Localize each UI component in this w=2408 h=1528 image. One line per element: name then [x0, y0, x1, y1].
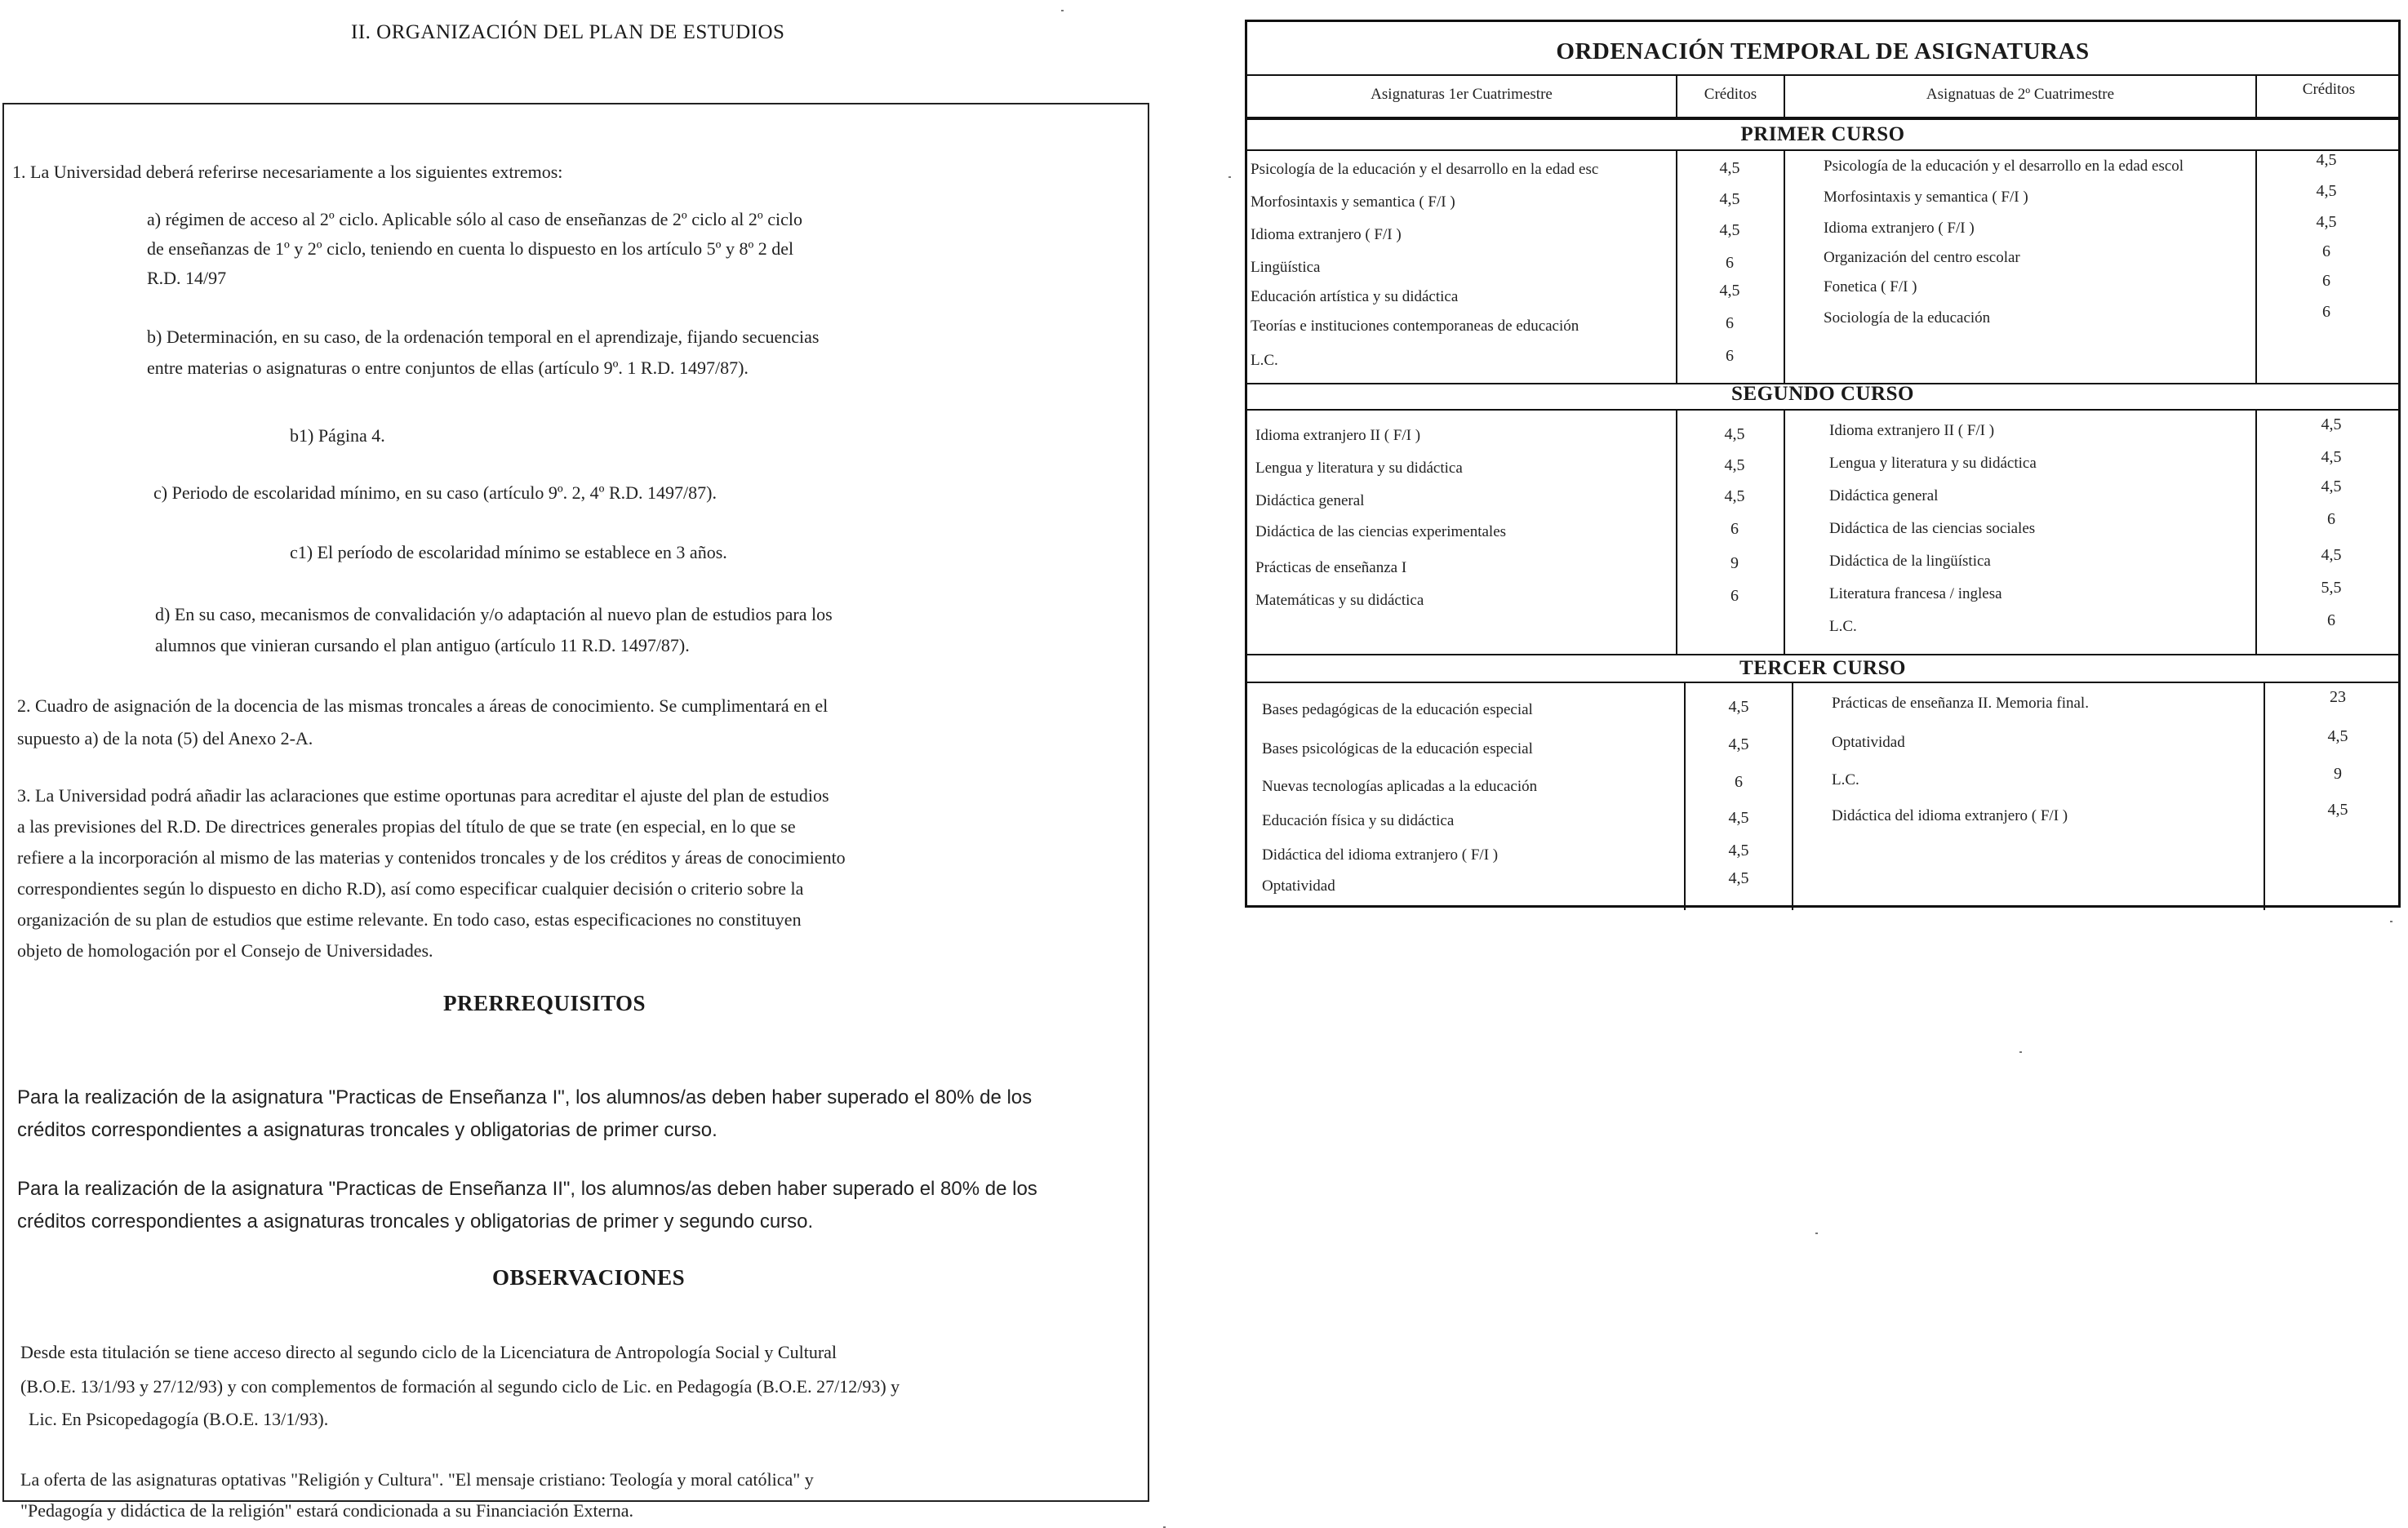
section-primer-curso: PRIMER CURSO: [1740, 123, 1905, 145]
paragraph-3-line6: objeto de homologación por el Consejo de Universidades.: [17, 940, 433, 961]
paragraph-3-line2: a las previsiones del R.D. De directrices generales propias del título de que se trate (en especial, en lo que se: [17, 816, 796, 837]
segundo-left-subject-5: Prácticas de enseñanza I: [1255, 559, 1407, 576]
item-c: c) Periodo de escolaridad mínimo, en su caso (artículo 9º. 2, 4º R.D. 1497/87).: [153, 482, 717, 503]
paragraph-2-line1: 2. Cuadro de asignación de la docencia de las mismas troncales a áreas de conocimiento. Se cumplimentará en el: [17, 695, 829, 716]
segundo-right-subject-7: L.C.: [1829, 618, 1857, 635]
tercer-left-credits-2: 4,5: [1728, 735, 1749, 753]
segundo-left-subject-3: Didáctica general: [1255, 492, 1365, 509]
item-c1: c1) El período de escolaridad mínimo se establece en 3 años.: [290, 542, 727, 562]
primer-left-credits-2: 4,5: [1719, 190, 1740, 208]
segundo-left-credits-4: 6: [1730, 520, 1739, 538]
item-b-line1: b) Determinación, en su caso, de la ordenación temporal en el aprendizaje, fijando secuencias: [147, 326, 820, 347]
course-schedule-table: [1245, 20, 2401, 908]
observation-1-line3: Lic. En Psicopedagogía (B.O.E. 13/1/93).: [29, 1409, 329, 1429]
primer-right-subject-6: Sociología de la educación: [1824, 309, 1991, 326]
segundo-right-credits-1: 4,5: [2321, 415, 2342, 433]
observation-2-line1: La oferta de las asignaturas optativas "Religión y Cultura". "El mensaje cristiano: Teología y moral católica" y: [20, 1469, 814, 1490]
segundo-left-subject-2: Lengua y literatura y su didáctica: [1255, 460, 1463, 477]
segundo-left-subject-6: Matemáticas y su didáctica: [1255, 592, 1424, 609]
tercer-right-subject-3: L.C.: [1832, 771, 1859, 788]
segundo-right-subject-4: Didáctica de las ciencias sociales: [1829, 520, 2036, 537]
primer-left-credits-3: 4,5: [1719, 221, 1740, 239]
paragraph-2-line2: supuesto a) de la nota (5) del Anexo 2-A.: [17, 728, 313, 748]
primer-right-subject-5: Fonetica ( F/I ): [1824, 278, 1917, 295]
primer-left-subject-6: Teorías e instituciones contemporaneas de educación: [1251, 318, 1579, 335]
prerequisite-1-line1: Para la realización de la asignatura "Practicas de Enseñanza I", los alumnos/as deben haber superado el 80% de los: [17, 1086, 1033, 1108]
header-first-semester: Asignaturas 1er Cuatrimestre: [1371, 86, 1553, 103]
prerequisite-1-line2: créditos correspondientes a asignaturas troncales y obligatorias de primer curso.: [17, 1119, 718, 1141]
primer-right-credits-6: 6: [2322, 303, 2330, 321]
tercer-right-subject-2: Optatividad: [1832, 734, 1905, 751]
tercer-left-subject-3: Nuevas tecnologías aplicadas a la educación: [1262, 778, 1538, 795]
paragraph-3-line3: refiere a la incorporación al mismo de las materias y contenidos troncales y de los créditos y áreas de conocimiento: [17, 847, 846, 868]
segundo-right-subject-6: Literatura francesa / inglesa: [1829, 585, 2002, 602]
plan-organization-box: [2, 103, 1149, 1521]
segundo-left-credits-1: 4,5: [1724, 425, 1745, 443]
primer-left-credits-4: 6: [1726, 254, 1734, 272]
tercer-left-subject-6: Optatividad: [1262, 877, 1335, 895]
observations-heading: OBSERVACIONES: [492, 1265, 686, 1290]
segundo-left-credits-5: 9: [1730, 554, 1739, 572]
segundo-right-subject-1: Idioma extranjero II ( F/I ): [1829, 422, 1995, 439]
item-b1: b1) Página 4.: [290, 425, 385, 446]
primer-left-credits-5: 4,5: [1719, 282, 1740, 300]
item-a-line1: a) régimen de acceso al 2º ciclo. Aplicable sólo al caso de enseñanzas de 2º ciclo al 2º ciclo: [147, 209, 802, 229]
tercer-left-subject-1: Bases pedagógicas de la educación especial: [1262, 701, 1533, 718]
scan-speck: [2390, 921, 2392, 922]
paragraph-3-line4: correspondientes según lo dispuesto en dicho R.D), así como especificar cualquier decisión o criterio sobre la: [17, 878, 804, 899]
primer-left-credits-6: 6: [1726, 314, 1734, 332]
item-b-line2: entre materias o asignaturas o entre conjuntos de ellas (artículo 9º. 1 R.D. 1497/87).: [147, 358, 749, 378]
primer-left-credits-7: 6: [1726, 347, 1734, 365]
segundo-left-credits-3: 4,5: [1724, 487, 1745, 505]
table-title: ORDENACIÓN TEMPORAL DE ASIGNATURAS: [1556, 38, 2090, 64]
tercer-left-subject-4: Educación física y su didáctica: [1262, 812, 1455, 829]
observation-1-line2: (B.O.E. 13/1/93 y 27/12/93) y con complementos de formación al segundo ciclo de Lic. en Pedagogía (B.O.E. 27/12/93) y: [20, 1376, 900, 1397]
scan-speck: [1228, 176, 1231, 178]
segundo-right-subject-5: Didáctica de la lingüística: [1829, 553, 1991, 570]
item-d-line1: d) En su caso, mecanismos de convalidación y/o adaptación al nuevo plan de estudios para los: [155, 604, 833, 624]
paragraph-1: 1. La Universidad deberá referirse necesariamente a los siguientes extremos:: [12, 162, 563, 182]
item-a-line3: R.D. 14/97: [147, 268, 227, 288]
primer-right-subject-4: Organización del centro escolar: [1824, 249, 2020, 266]
segundo-right-credits-6: 5,5: [2321, 579, 2342, 597]
tercer-right-subject-4: Didáctica del idioma extranjero ( F/I ): [1832, 807, 2068, 824]
segundo-right-credits-7: 6: [2327, 611, 2335, 629]
tercer-right-credits-4: 4,5: [2327, 801, 2348, 819]
scan-speck: [1061, 10, 1064, 11]
tercer-left-credits-1: 4,5: [1728, 698, 1749, 716]
primer-left-credits-1: 4,5: [1719, 159, 1740, 177]
segundo-right-subject-3: Didáctica general: [1829, 487, 1939, 504]
primer-left-subject-1: Psicología de la educación y el desarrollo en la edad esc: [1251, 161, 1599, 178]
primer-right-credits-1: 4,5: [2316, 151, 2337, 169]
header-credits-2: Créditos: [2302, 81, 2356, 98]
tercer-right-credits-2: 4,5: [2327, 727, 2348, 745]
primer-right-subject-1: Psicología de la educación y el desarrollo en la edad escol: [1824, 158, 2184, 175]
primer-right-subject-2: Morfosintaxis y semantica ( F/I ): [1824, 189, 2028, 206]
segundo-right-credits-5: 4,5: [2321, 546, 2342, 564]
primer-right-credits-4: 6: [2322, 242, 2330, 260]
tercer-left-credits-3: 6: [1735, 773, 1743, 791]
segundo-left-credits-2: 4,5: [1724, 456, 1745, 474]
paragraph-3-line1: 3. La Universidad podrá añadir las aclaraciones que estime oportunas para acreditar el ajuste del plan de estudios: [17, 785, 829, 806]
scan-speck: [1815, 1233, 1818, 1234]
segundo-left-subject-4: Didáctica de las ciencias experimentales: [1255, 523, 1507, 540]
section-segundo-curso: SEGUNDO CURSO: [1731, 383, 1914, 405]
primer-left-subject-3: Idioma extranjero ( F/I ): [1251, 226, 1402, 243]
primer-left-subject-2: Morfosintaxis y semantica ( F/I ): [1251, 193, 1455, 211]
prerequisites-heading: PRERREQUISITOS: [443, 991, 646, 1015]
item-d-line2: alumnos que vinieran cursando el plan antiguo (artículo 11 R.D. 1497/87).: [155, 635, 690, 655]
segundo-right-credits-3: 4,5: [2321, 478, 2342, 495]
tercer-left-credits-5: 4,5: [1728, 842, 1749, 860]
tercer-right-credits-3: 9: [2334, 765, 2342, 783]
primer-left-subject-5: Educación artística y su didáctica: [1251, 288, 1459, 305]
segundo-right-credits-4: 6: [2327, 510, 2335, 528]
section-tercer-curso: TERCER CURSO: [1739, 657, 1906, 679]
segundo-left-credits-6: 6: [1730, 587, 1739, 605]
observation-1-line1: Desde esta titulación se tiene acceso directo al segundo ciclo de la Licenciatura de Antropología Social y Cultural: [20, 1342, 837, 1362]
tercer-right-credits-1: 23: [2330, 688, 2346, 706]
header-second-semester: Asignatuas de 2º Cuatrimestre: [1926, 86, 2115, 103]
primer-right-subject-3: Idioma extranjero ( F/I ): [1824, 220, 1975, 237]
primer-left-subject-7: L.C.: [1251, 352, 1278, 369]
item-a-line2: de enseñanzas de 1º y 2º ciclo, teniendo en cuenta lo dispuesto en los artículo 5º y 8º 2 del: [147, 238, 794, 259]
header-credits-1: Créditos: [1704, 86, 1757, 103]
segundo-right-credits-2: 4,5: [2321, 448, 2342, 466]
primer-left-subject-4: Lingüística: [1251, 259, 1321, 276]
primer-right-credits-3: 4,5: [2316, 213, 2337, 231]
primer-right-credits-5: 6: [2322, 272, 2330, 290]
primer-right-credits-2: 4,5: [2316, 182, 2337, 200]
paragraph-3-line5: organización de su plan de estudios que estime relevante. En todo caso, estas especificaciones no constituyen: [17, 909, 802, 930]
scan-speck: [2019, 1051, 2022, 1053]
prerequisite-2-line1: Para la realización de la asignatura "Practicas de Enseñanza II", los alumnos/as deben haber superado el 80% de los: [17, 1178, 1037, 1200]
page-title: II. ORGANIZACIÓN DEL PLAN DE ESTUDIOS: [351, 21, 785, 43]
tercer-right-subject-1: Prácticas de enseñanza II. Memoria final.: [1832, 695, 2089, 712]
observation-2-line2: "Pedagogía y didáctica de la religión" estará condicionada a su Financiación Externa.: [20, 1500, 634, 1521]
segundo-left-subject-1: Idioma extranjero II ( F/I ): [1255, 427, 1421, 444]
tercer-left-credits-4: 4,5: [1728, 809, 1749, 827]
tercer-left-subject-5: Didáctica del idioma extranjero ( F/I ): [1262, 846, 1499, 864]
prerequisite-2-line2: créditos correspondientes a asignaturas troncales y obligatorias de primer y segundo curso.: [17, 1210, 814, 1233]
tercer-left-credits-6: 4,5: [1728, 869, 1749, 887]
segundo-right-subject-2: Lengua y literatura y su didáctica: [1829, 455, 2037, 472]
tercer-left-subject-2: Bases psicológicas de la educación especial: [1262, 740, 1533, 757]
